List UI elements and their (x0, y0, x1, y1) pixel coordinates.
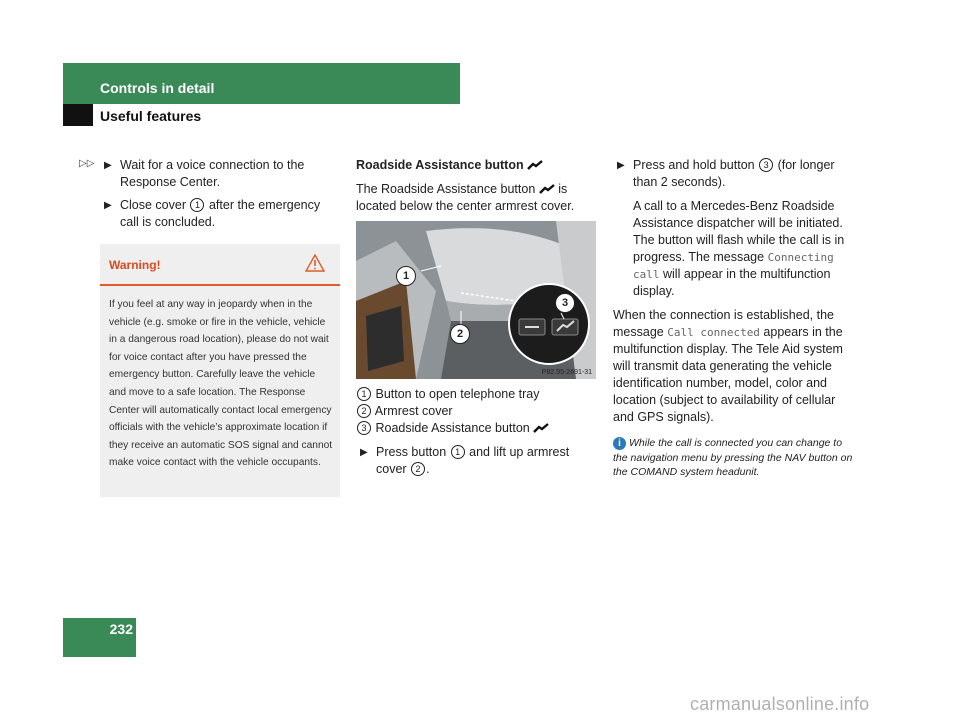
callout-number: 3 (759, 158, 773, 172)
callout-number: 2 (411, 462, 425, 476)
left-column (100, 157, 340, 231)
bullet-arrow-icon: ▶ (104, 160, 112, 171)
watermark: carmanualsonline.info (690, 694, 870, 714)
display-message-connected: Call connected (667, 326, 760, 339)
legend-item: 1 Button to open telephone tray (356, 386, 596, 403)
callout-number: 3 (357, 421, 371, 435)
middle-column (356, 157, 596, 215)
section-subtitle: Useful features (100, 108, 202, 124)
info-note: i While the call is connected you can change to the navigation menu by pressing the NAV button on the COMAND system headunit. (613, 437, 853, 478)
step-wait-connection: ▶ Wait for a voice connection to the Response Center. (104, 158, 305, 189)
roadside-heading: Roadside Assistance button (356, 157, 596, 174)
legend-item: 3 Roadside Assistance button (356, 420, 596, 437)
right-column (613, 157, 855, 426)
page-number: 232 (109, 621, 133, 637)
warning-triangle-icon (305, 254, 325, 272)
call-initiated-text: A call to a Mercedes-Benz Roadside Assistance dispatcher will be initiated. The button will flash while the call is in progress. The message Connecting call will appear in the multifunction display. (633, 199, 845, 298)
roadside-assistance-icon (533, 423, 549, 433)
middle-legend (356, 386, 596, 478)
callout-number: 2 (357, 404, 371, 418)
callout-3: 3 (555, 293, 575, 313)
page-number-bar (63, 618, 136, 657)
callout-number: 1 (357, 387, 371, 401)
header-marker (63, 104, 93, 126)
warning-title: Warning! (109, 258, 161, 272)
callout-1: 1 (396, 266, 416, 286)
step-close-cover: ▶ Close cover 1 after the emergency call is concluded. (104, 198, 321, 229)
section-title: Controls in detail (100, 80, 215, 96)
continuation-mark: ▷▷ (79, 158, 95, 169)
roadside-intro: The Roadside Assistance button is located below the center armrest cover. (356, 182, 575, 213)
step-press-hold-button-3: ▶ Press and hold button 3 (for longer than 2 seconds). (617, 158, 835, 189)
step-press-button-1: ▶ Press button 1 and lift up armrest cover 2 . (360, 445, 570, 476)
armrest-photo (356, 221, 596, 379)
display-message-connecting: Connecting call (633, 251, 834, 281)
bullet-arrow-icon: ▶ (360, 447, 368, 458)
legend-item: 2 Armrest cover (356, 403, 596, 420)
callout-2: 2 (450, 324, 470, 344)
connection-established-text: When the connection is established, the message Call connected appears in the multifunction display. The Tele Aid system will transmit data generating the vehicle identification number, model, color and location (subject to availability of cellular and GPS signals). (613, 308, 843, 424)
roadside-assistance-icon (539, 184, 555, 194)
info-icon: i (613, 437, 626, 450)
callout-number: 1 (190, 198, 204, 212)
image-code: P82.95-2691-31 (541, 369, 592, 376)
warning-box (100, 244, 340, 497)
warning-text: If you feel at any way in jeopardy when in the vehicle (e.g. smoke or fire in the vehicle, vehicle in a dangerous road location), please do not wait for voice contact after you have pressed the emergency button. Carefully leave the vehicle and move to a safe location. The Response Center will automatically contact local emergency officials with the vehicle’s approximate location if they receive an automatic SOS signal and cannot make voice contact with the vehicle occupants. (109, 299, 333, 469)
bullet-arrow-icon: ▶ (104, 200, 112, 211)
warning-header (100, 244, 340, 286)
callout-number: 1 (451, 445, 465, 459)
bullet-arrow-icon: ▶ (617, 160, 625, 171)
roadside-assistance-icon (527, 160, 543, 170)
